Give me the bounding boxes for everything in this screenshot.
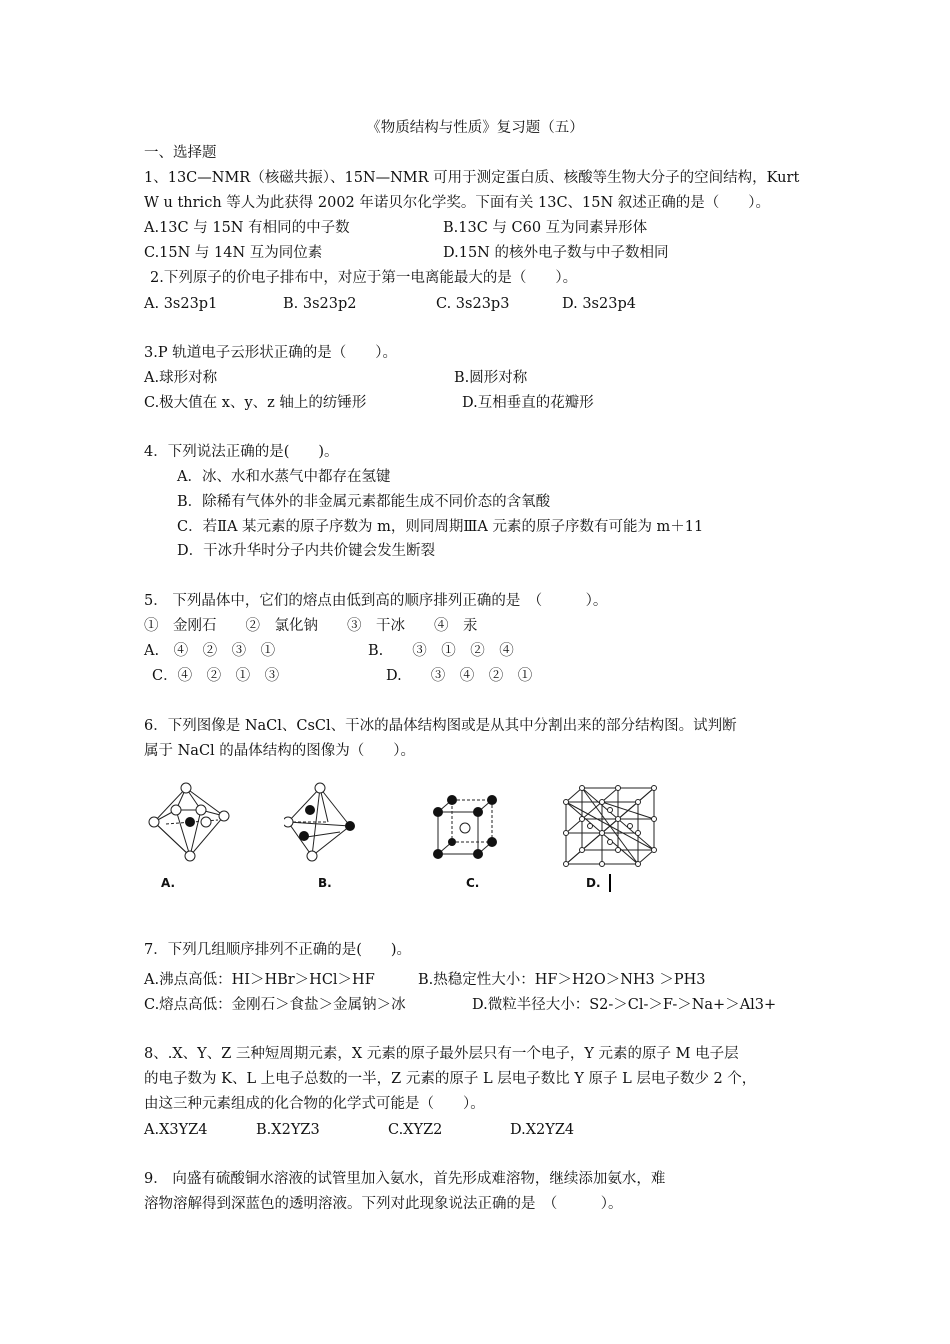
q3-option-d: D.互相垂直的花瓣形 — [462, 395, 594, 411]
q4-option-c: C．若ⅡA 某元素的原子序数为 m，则同周期ⅢA 元素的原子序数有可能为 m＋11 — [177, 519, 704, 535]
q2-option-d: D. 3s23p4 — [562, 296, 636, 312]
crystal-figure-c — [430, 782, 500, 862]
section-heading: 一、选择题 — [144, 145, 217, 161]
crystal-figure-b — [284, 782, 364, 862]
q1-stem-line2: W u thrich 等人为此获得 2002 年诺贝尔化学奖。下面有关 13C、15N 叙述正确的是（ ）。 — [144, 195, 771, 211]
q4-option-b: B．除稀有气体外的非金属元素都能生成不同价态的含氧酸 — [177, 494, 551, 510]
figure-label-a: A. — [161, 876, 176, 890]
q3-option-b: B.圆形对称 — [454, 370, 528, 386]
q2-option-a: A. 3s23p1 — [144, 296, 218, 312]
page-title: 《物质结构与性质》复习题（五） — [366, 120, 584, 136]
q7-option-b: B.热稳定性大小：HF＞H2O＞NH3 ＞PH3 — [418, 972, 706, 988]
figure-label-d: D. — [586, 876, 601, 890]
q3-stem: 3.P 轨道电子云形状正确的是（ ）。 — [144, 345, 397, 361]
q1-option-a: A.13C 与 15N 有相同的中子数 — [144, 220, 350, 236]
q4-option-d: D．干冰升华时分子内共价键会发生断裂 — [177, 543, 436, 559]
figure-label-c: C. — [466, 876, 480, 890]
q8-stem-line3: 由这三种元素组成的化合物的化学式可能是（ ）。 — [144, 1096, 485, 1112]
q3-option-c: C.极大值在 x、y、z 轴上的纺锤形 — [144, 395, 367, 411]
q1-option-c: C.15N 与 14N 互为同位素 — [144, 245, 323, 261]
crystal-figure-d — [560, 782, 660, 868]
q8-stem-line1: 8、.X、Y、Z 三种短周期元素，X 元素的原子最外层只有一个电子，Y 元素的原子 M 电子层 — [144, 1046, 739, 1062]
q2-stem: 2.下列原子的价电子排布中，对应于第一电离能最大的是（ ）。 — [150, 270, 578, 286]
q8-option-b: B.X2YZ3 — [256, 1122, 320, 1138]
q5-option-d: D. ③ ④ ② ① — [386, 668, 533, 684]
q2-option-c: C. 3s23p3 — [436, 296, 510, 312]
q3-option-a: A.球形对称 — [144, 370, 218, 386]
q5-option-c: C．④ ② ① ③ — [152, 668, 280, 684]
q4-option-a: A．冰、水和水蒸气中都存在氢键 — [177, 469, 391, 485]
q9-stem-line1: 9． 向盛有硫酸铜水溶液的试管里加入氨水，首先形成难溶物，继续添加氨水，难 — [144, 1171, 666, 1187]
q9-stem-line2: 溶物溶解得到深蓝色的透明溶液。下列对此现象说法正确的是 （ ）。 — [144, 1196, 623, 1212]
q1-option-b: B.13C 与 C60 互为同素异形体 — [443, 220, 648, 236]
q8-stem-line2: 的电子数为 K、L 上电子总数的一半，Z 元素的原子 L 层电子数比 Y 原子 L 层电子数少 2 个， — [144, 1071, 757, 1087]
q7-option-a: A.沸点高低：HI＞HBr＞HCl＞HF — [144, 972, 375, 988]
q7-stem: 7．下列几组顺序排列不正确的是( )。 — [144, 942, 412, 958]
crystal-figure-a — [146, 782, 236, 862]
q6-stem-line2: 属于 NaCl 的晶体结构的图像为（ ）。 — [144, 743, 416, 759]
q2-option-b: B. 3s23p2 — [283, 296, 357, 312]
q7-option-c: C.熔点高低：金刚石＞食盐＞金属钠＞冰 — [144, 997, 406, 1013]
figure-label-b: B. — [318, 876, 332, 890]
q1-option-d: D.15N 的核外电子数与中子数相同 — [443, 245, 669, 261]
q1-stem-line1: 1、13C—NMR（核磁共振）、15N—NMR 可用于测定蛋白质、核酸等生物大分子的空间结构，Kurt — [144, 170, 800, 186]
q5-option-b: B. ③ ① ② ④ — [368, 643, 514, 659]
q7-option-d: D.微粒半径大小：S2-＞Cl-＞F-＞Na+＞Al3+ — [472, 997, 777, 1013]
q5-option-a: A. ④ ② ③ ① — [144, 643, 276, 659]
q8-option-c: C.XYZ2 — [388, 1122, 443, 1138]
q6-stem-line1: 6．下列图像是 NaCl、CsCl、干冰的晶体结构图或是从其中分割出来的部分结构图。试判断 — [144, 718, 737, 734]
q5-stem: 5． 下列晶体中，它们的熔点由低到高的顺序排列正确的是 （ ）。 — [144, 593, 608, 609]
q8-option-d: D.X2YZ4 — [510, 1122, 575, 1138]
q8-option-a: A.X3YZ4 — [144, 1122, 208, 1138]
q5-items: ① 金刚石 ② 氯化钠 ③ 干冰 ④ 汞 — [144, 618, 478, 634]
text-cursor — [609, 874, 611, 892]
q4-stem: 4．下列说法正确的是( )。 — [144, 444, 339, 460]
